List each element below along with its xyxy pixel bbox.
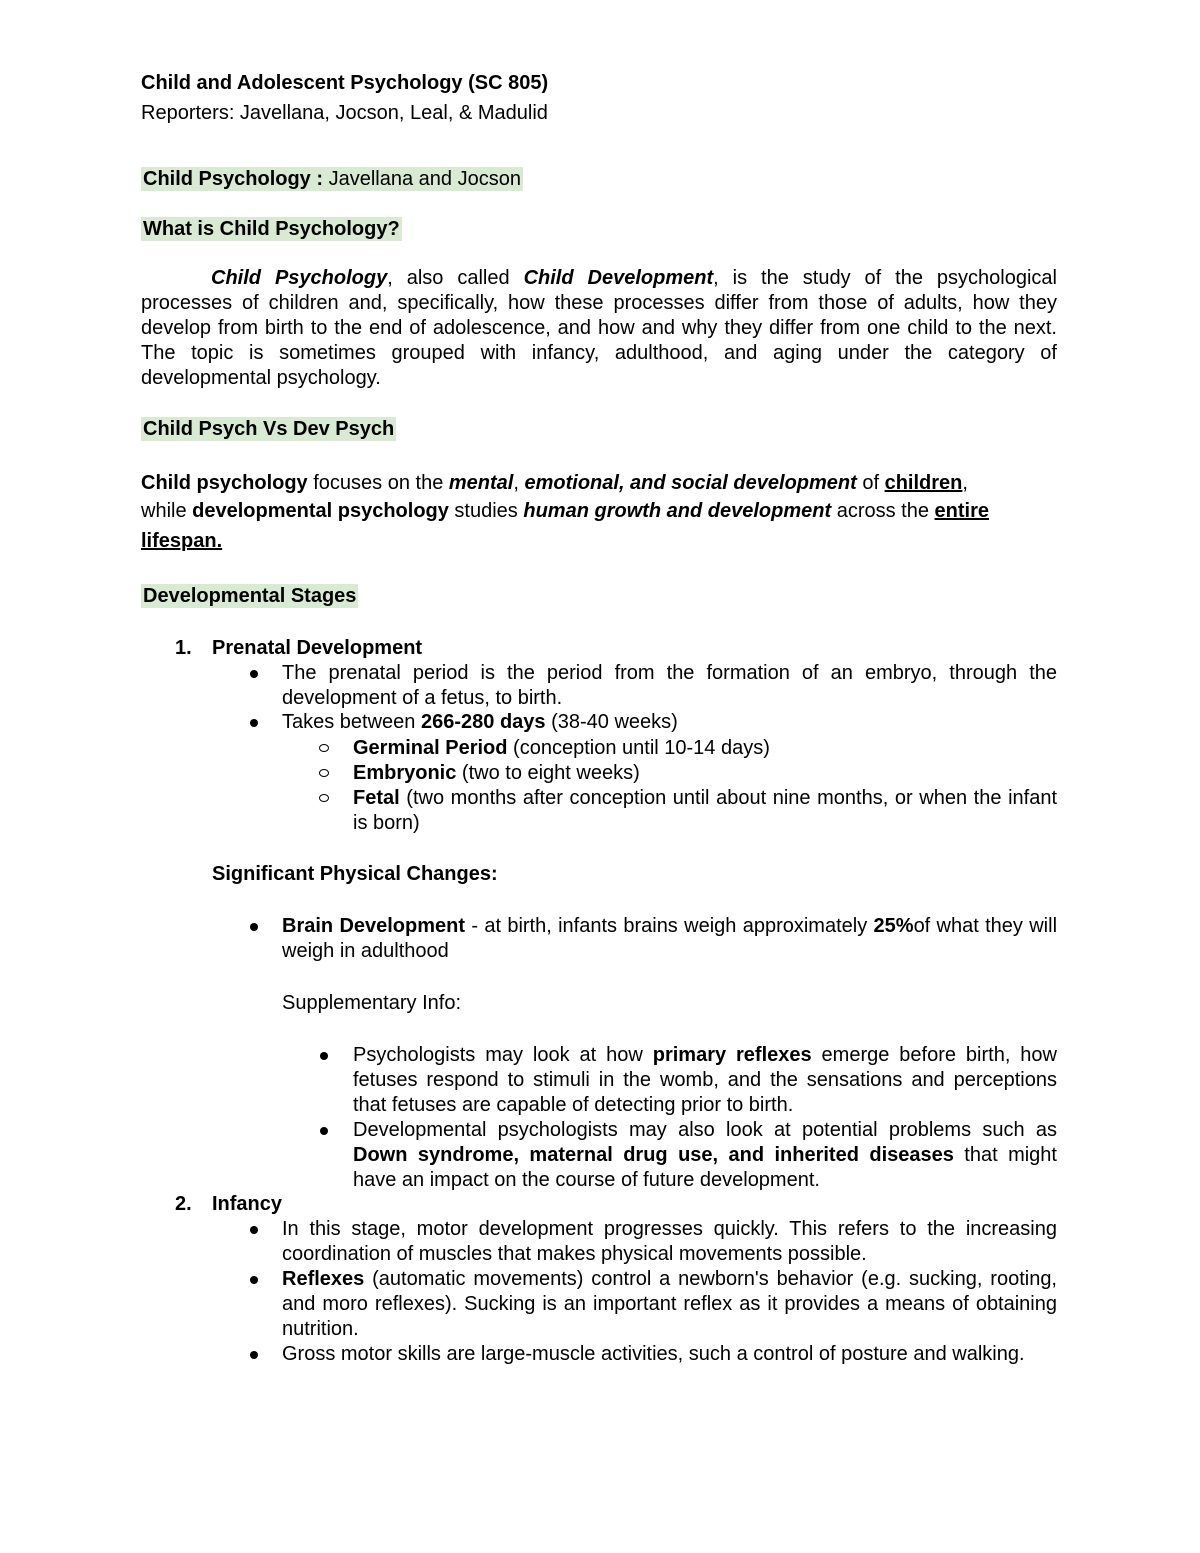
infancy-bullet-2: Reflexes (automatic movements) control a newborn's behavior (e.g. sucking, rooting, and moro reflexes). Sucking is an important reflex as it provides a means of obtaining nutrition. (282, 1268, 1057, 1340)
bullet-dot-icon (320, 1127, 328, 1135)
document-title: Child and Adolescent Psychology (SC 805) (141, 72, 549, 94)
bullet-circle-icon (319, 794, 329, 802)
significant-changes-heading: Significant Physical Changes: (212, 863, 498, 885)
vs-line-2: while developmental psychology studies human growth and development across the entire (141, 500, 990, 522)
heading-developmental-stages: Developmental Stages (143, 585, 357, 607)
reporters-line: Reporters: Javellana, Jocson, Leal, & Madulid (141, 102, 548, 124)
prenatal-bullet-2: Takes between 266-280 days (38-40 weeks) (282, 711, 678, 733)
infancy-bullet-1: In this stage, motor development progresses quickly. This refers to the increasing coordination of muscles that makes physical movements possible. (282, 1218, 1057, 1265)
bullet-dot-icon (250, 923, 258, 931)
supplementary-bullet-1: Psychologists may look at how primary reflexes emerge before birth, how fetuses respond to stimuli in the womb, and the sensations and perceptions that fetuses are capable of detecting prior to birth. (353, 1044, 1057, 1116)
section-heading-child-psychology: Child Psychology : Javellana and Jocson (143, 168, 521, 190)
brain-development-bullet: Brain Development - at birth, infants brains weigh approximately 25%of what they will weigh in adulthood (282, 915, 1058, 962)
stage-title-prenatal: Prenatal Development (212, 637, 423, 659)
heading-vs: Child Psych Vs Dev Psych (143, 418, 395, 440)
prenatal-sub-embryonic: Embryonic (two to eight weeks) (353, 762, 640, 784)
bullet-dot-icon (250, 670, 258, 678)
bullet-dot-icon (250, 719, 258, 727)
definition-paragraph: Child Psychology, also called Child Development, is the study of the psychological processes of children and, specifically, how these processes differ from those of adults, how they develop from birth to the end of adolescence, and how and why they differ from one child to the next. The topic is sometimes grouped with infancy, adulthood, and aging under the category of developmental psychology. (141, 267, 1057, 389)
bullet-circle-icon (319, 769, 329, 777)
stage-title-infancy: Infancy (212, 1193, 283, 1215)
infancy-bullet-3: Gross motor skills are large-muscle activities, such a control of posture and walking. (282, 1343, 1025, 1365)
bullet-dot-icon (250, 1226, 258, 1234)
prenatal-bullet-1: The prenatal period is the period from the formation of an embryo, through the development of a fetus, to birth. (282, 662, 1057, 709)
bullet-dot-icon (250, 1351, 258, 1359)
prenatal-sub-fetal: Fetal (two months after conception until about nine months, or when the infant is born) (353, 787, 1057, 834)
bullet-dot-icon (320, 1052, 328, 1060)
prenatal-sub-germinal: Germinal Period (conception until 10-14 days) (353, 737, 770, 759)
supplementary-info-label: Supplementary Info: (282, 992, 461, 1014)
list-number-2: 2. (175, 1193, 192, 1215)
vs-line-3: lifespan. (141, 530, 223, 552)
bullet-circle-icon (319, 744, 329, 752)
heading-what-is: What is Child Psychology? (143, 218, 400, 240)
bullet-dot-icon (250, 1276, 258, 1284)
list-number-1: 1. (175, 637, 192, 659)
vs-line-1: Child psychology focuses on the mental, emotional, and social development of children, (141, 472, 968, 494)
supplementary-bullet-2: Developmental psychologists may also look at potential problems such as Down syndrome, maternal drug use, and inherited diseases that might have an impact on the course of future development. (353, 1119, 1057, 1191)
